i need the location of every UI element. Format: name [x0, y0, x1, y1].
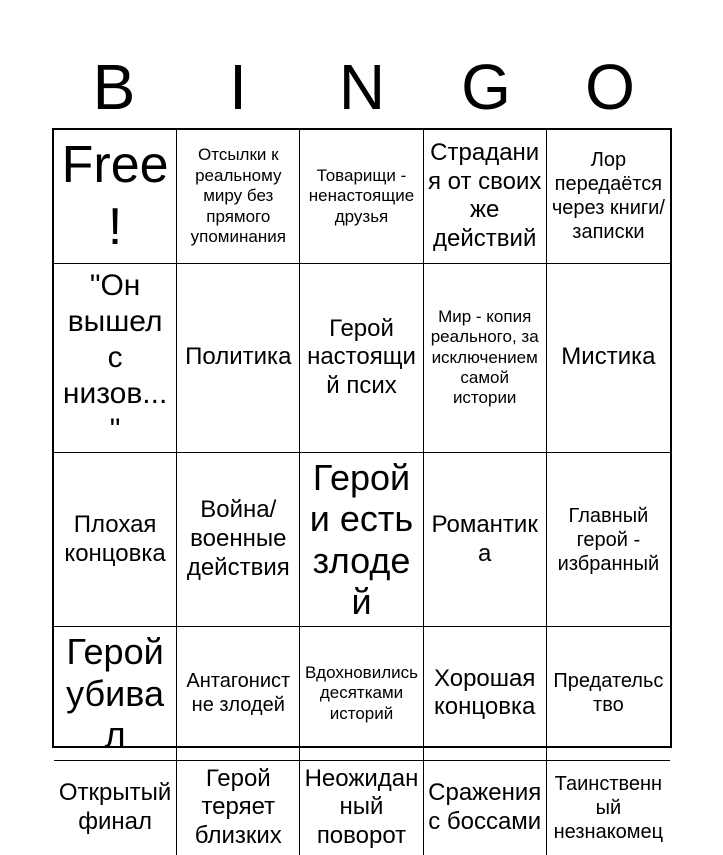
bingo-cell[interactable]: "Он вышел с низов..." — [54, 264, 177, 453]
header-letter-b: B — [92, 51, 136, 123]
bingo-cell[interactable]: Неожиданный поворот — [300, 761, 423, 855]
bingo-cell[interactable]: Сражения с боссами — [424, 761, 547, 855]
bingo-cell[interactable]: Предательство — [547, 627, 670, 760]
bingo-cell[interactable]: Война/ военные действия — [177, 453, 300, 628]
bingo-cell[interactable]: Мир - копия реального, за исключением самой истории — [424, 264, 547, 453]
bingo-cell[interactable]: Хорошая концовка — [424, 627, 547, 760]
bingo-cell[interactable]: Романтика — [424, 453, 547, 628]
header-letter-o: O — [585, 51, 635, 123]
header-letter-n: N — [338, 51, 386, 123]
bingo-cell[interactable]: Герой теряет близких — [177, 761, 300, 855]
bingo-cell[interactable]: Мистика — [547, 264, 670, 453]
bingo-cell[interactable]: Вдохновились десятками историй — [300, 627, 423, 760]
bingo-board — [52, 128, 672, 850]
bingo-cell[interactable]: Политика — [177, 264, 300, 453]
bingo-header — [52, 50, 672, 124]
bingo-cell[interactable]: Открытый финал — [54, 761, 177, 855]
bingo-cell[interactable]: Страдания от своих же действий — [424, 130, 547, 264]
bingo-cell[interactable]: Плохая концовка — [54, 453, 177, 628]
bingo-cell[interactable]: Лор передаётся через книги/записки — [547, 130, 670, 264]
bingo-cell[interactable]: Герой настоящий псих — [300, 264, 423, 453]
header-letter-g: G — [461, 51, 511, 123]
bingo-cell[interactable]: Таинственный незнакомец — [553, 772, 664, 843]
bingo-cell[interactable]: Отсылки к реальному миру без прямого упоминания — [177, 130, 300, 264]
bingo-cell-free[interactable]: Free! — [54, 130, 177, 264]
header-letter-i: I — [229, 51, 247, 123]
bingo-cell[interactable]: Антагонист не злодей — [177, 627, 300, 760]
bingo-cell[interactable]: Главный герой - избранный — [547, 453, 670, 628]
bingo-cell[interactable]: Герой и есть злодей — [300, 453, 423, 628]
bingo-cell[interactable]: Герой убивал — [54, 627, 177, 760]
bingo-cell[interactable]: Товарищи - ненастоящие друзья — [300, 130, 423, 264]
